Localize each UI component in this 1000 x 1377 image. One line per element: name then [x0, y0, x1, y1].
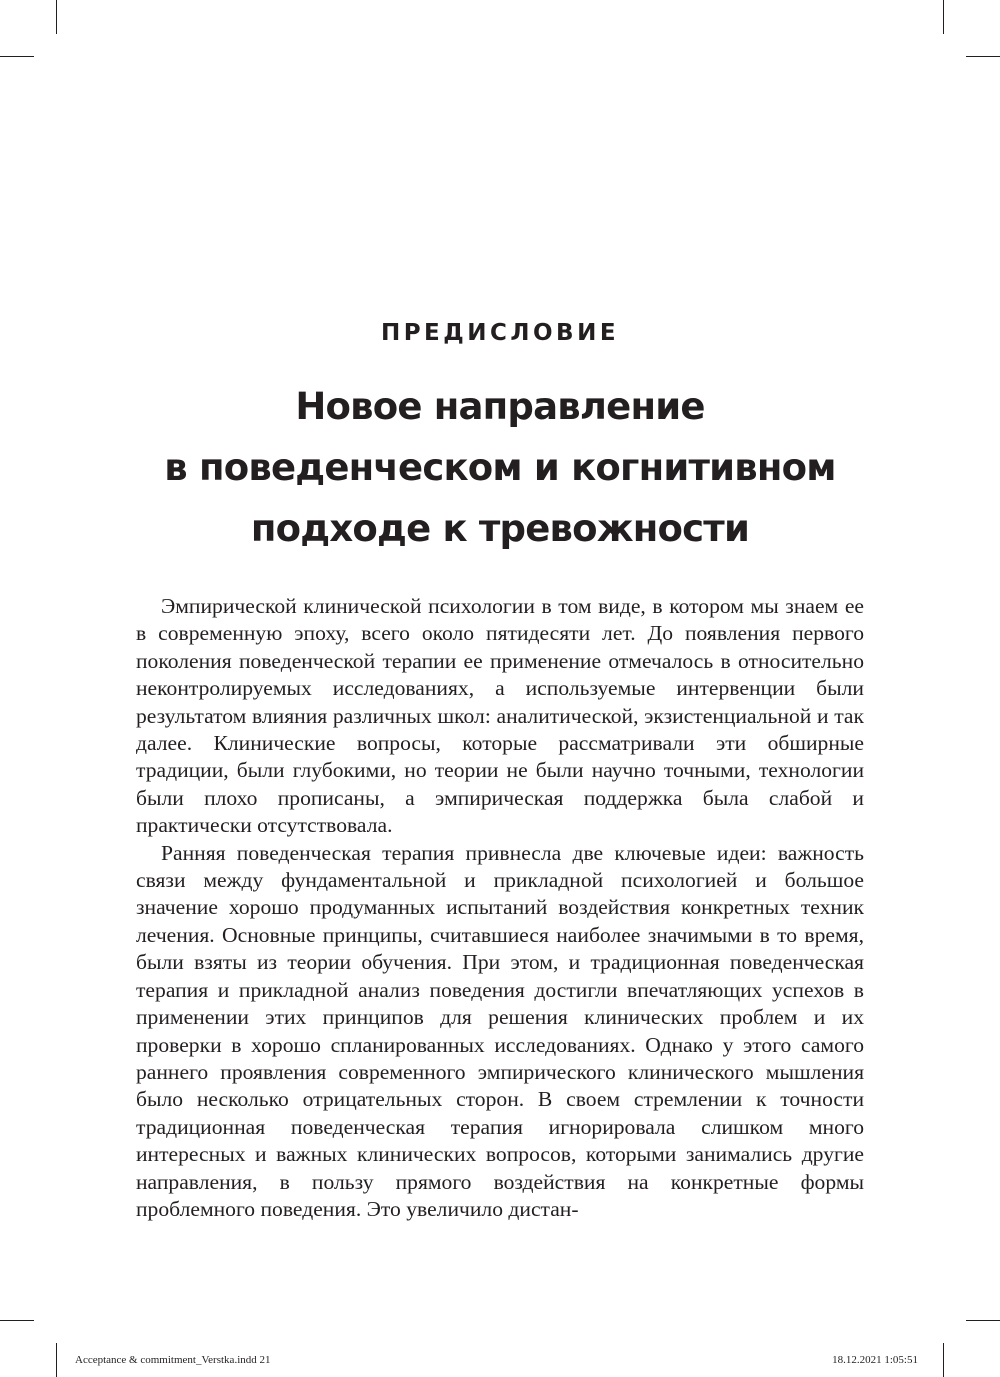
crop-mark-bottom-left-h	[0, 1320, 34, 1321]
slug-timestamp: 18.12.2021 1:05:51	[832, 1354, 918, 1366]
chapter-title	[0, 376, 1000, 559]
slug-file-name: Acceptance & commitment_Verstka.indd 21	[75, 1354, 271, 1366]
paragraph: Эмпирической клинической психологии в том виде, в котором мы знаем ее в современную эпоху, всего около пятидесяти лет. До появления первого поколения поведенческой терапии ее применение отмечалось в относительно неконтролируемых исследованиях, а используемые интервенции были результатом влияния различных школ: аналитической, экзистенциальной и так далее. Клинические вопросы, которые рассматривали эти обширные традиции, были глубокими, но теории не были научно точными, технологии были плохо прописаны, а эмпирическая поддержка была слабой и практически отсутствовала.	[136, 594, 864, 838]
paragraph: Ранняя поведенческая терапия привнесла две ключевые идеи: важность связи между фундаментальной и прикладной психологией и большое значение хорошо продуманных испытаний воздействия конкретных техник лечения. Основные принципы, считавшиеся наиболее значимыми в то время, были взяты из теории обучения. При этом, и традиционная поведенческая терапия и прикладной анализ поведения достигли впечатляющих успехов в применении этих принципов для решения клинических проблем и их проверки в хорошо спланированных исследованиях. Однако у этого самого раннего проявления современного эмпирического клинического мышления было несколько отрицательных сторон. В своем стремлении к точности традиционная поведенческая терапия игнорировала слишком много интересных и важных клинических вопросов, которыми занимались другие направления, в пользу прямого воздействия на конкретные формы проблемного поведения. Это увеличило дистан-	[136, 840, 864, 1221]
crop-mark-top-left-h	[0, 56, 34, 57]
crop-mark-top-left	[56, 0, 57, 34]
body-text	[136, 593, 864, 1223]
chapter-title-line: Новое направление	[295, 385, 705, 428]
chapter-title-line: подходе к тревожности	[250, 507, 750, 550]
crop-mark-bottom-right	[943, 1343, 944, 1377]
crop-mark-top-right-h	[966, 56, 1000, 57]
crop-mark-bottom-left	[56, 1343, 57, 1377]
section-kicker: ПРЕДИСЛОВИЕ	[380, 320, 620, 346]
chapter-title-line: в поведенческом и когнитивном	[164, 446, 836, 489]
crop-mark-bottom-right-h	[966, 1320, 1000, 1321]
crop-mark-top-right	[943, 0, 944, 34]
